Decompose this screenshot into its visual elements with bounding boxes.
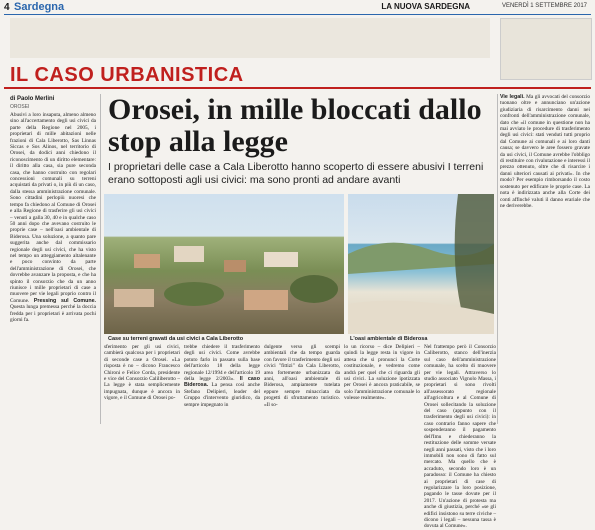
column-divider [497,94,498,424]
kicker-rule [4,87,591,89]
issue-date: VENERDÌ 1 SETTEMBRE 2017 [501,3,587,9]
column-divider [100,94,101,424]
newspaper-name: LA NUOVA SARDEGNA [381,2,470,11]
photo-biderosa [348,194,494,334]
headline: Orosei, in mille bloccati dallo stop alla legge [108,93,482,158]
subheading: Il caso Biderosa. [184,376,260,389]
article-column-3 [184,344,260,424]
article-column-4 [264,344,340,424]
top-banner-area [10,18,490,58]
dateline-place: OROSEI [10,104,30,110]
subheading: Pressing sul Comune. [33,297,96,304]
article-column-5 [344,344,420,424]
body-text: Nel frattempo però il Consorzio Caliberotto, stanco dell'inerzia sul caso dell'amministrazione comunale, ha scelto di muovere per vie legali. Attraverso lo studio associato Vignolo Massa, i proprietari si sono rivolti all'assessorato regionale all'agricoltura e al Comune di Orosei sollecitando la soluzione del caso (appunto con il trasferimento degli usi civici): in caso contrario fanno sapere che sospenderanno il pagamento dell'Imu e chiederanno la restituzione delle somme versate negli anni passati, visto che i loro immobili non sono di fatto sul mercato. Ma quello che è accaduto, secondo loro è un paradosso: il Comune ha chiesto ai proprietari di case di regolarizzare la loro posizione, pagando le tasse dovute per il 2017. Un'azione di protesta ma anche di giustizia, perché «se gli edifici insistono su terre civiche – dicono i legali – nessuna tassa è dovuta al Comune». [424,344,496,530]
body-text: Questa lunga premessa perché la doccia fredda per i proprietari è arrivata pochi giorni fa. [10,304,96,323]
photo-caption: L'oasi ambientale di Biderosa [350,336,428,342]
byline: di Paolo Merlini [10,96,55,102]
page-number: 4 [4,2,10,13]
body-text: trebbe chiedere il trasferimento degli usi civici. Come avrebbe potuto farlo in passato sulla base dell'articolo 18 della legge regionale 12/1994 e dell'articolo 19 della legge 2/2003». [184,344,260,383]
article-column-1 [10,112,96,424]
body-text: dulgente verso gli scempi ambientali che da tempo guarda con favore il trasferimento degli usi civici "fittizi" da Cala Liberotto, area fortemente urbanizzata da anni, all'oasi ambientale di Biderosa, ampiamente tutelata eppure sempre minacciata da progetti di sfruttamento turistico. «Il so- [264,344,340,408]
body-text: lo un ricorso – dice Delipieri – quindi la legge resta in vigore in attesa che si pronunci la Corte costituzionale, e vedremo come andrà per quel che ci riguarda gli usi civici. La soluzione ipotizzata per Orosei è ancora praticabile, se solo l'amministrazione comunale lo volesse realmente». [344,344,420,402]
subheadline: I proprietari delle case a Cala Liberotto hanno scoperto di essere abusivi I terreni erano sottoposti agli usi civici: ma sono pronti ad andare avanti [108,161,484,186]
section-kicker: IL CASO URBANISTICA [10,64,244,86]
body-text: La pensa così anche Stefano Delipieri, leader del Gruppo d'intervento giuridico, da sempre impegnato in [184,382,260,408]
article-column-7 [500,94,590,424]
article-column-6 [424,344,496,530]
subheading: Vie legali. [500,94,525,100]
body-text: sferimento per gli usi civici, cambierà qualcosa per i proprietari di seconde case a Orosei. «La risposta è no – dicono Francesco Chironi e Felice Corda, presidente e vice del Consorzio Caliliberotto – La legge è stata semplicemente impugnata, dunque è ancora in vigore, e il Comune di Orosei po- [104,344,180,402]
side-ad-area [500,18,592,80]
body-text: Abusivi a loro insaputa, almeno almeno sino all'accertamento degli usi civici da parte della Regione nel 2005, i proprietari di mille abitazioni nelle frazioni di Cala Liberotto, Sas Linnas Siccas e Sos Alinos, nel territorio di Orosei, da dodici anni chiedono il riconoscimento di un diritto elementare: il diritto alla casa, sia pure seconda casa, che hanno costruito con regolari concessioni comunali su terreni acquistati da privati o, in più di un caso, dalla stessa amministrazione comunale. Sono cittadini perlopiù nuoresi che tempo fa chiedono al Comune di Orosei e alla Regione di trasferire gli usi civici – venuti a galla 30, 40 e in qualche caso 50 anni dopo che avevano costruito le proprie case – nell'oasi ambientale di Biderosa. Una soluzione, a quanto pare suggerita anche dal commissario regionale degli usi civici, che ha visto nel tempo un atteggiamento altalenante e poco convinto da parte dell'amministrazione di Orosei, che dovrebbe avanzare la proposta, e che ha spinto il consorzio che da un anno riunisce i mille proprietari di case a muovere per vie legali proprio contro il Comune. [10,112,96,304]
section-name: Sardegna [14,1,65,13]
article-column-2 [104,344,180,424]
header-rule [4,14,591,15]
photo-caption: Case su terreni gravati da usi civici a Cala Liberotto [108,336,244,342]
body-text: Ma gli avvocati del consorzio tuonano oltre e annunciano un'azione giudiziaria di risarcimento danni nei confronti dell'amministrazione comunale, dato che «il comune in questione non ha mai avviato le procedure di trasferimento degli usi civici: stati venduti tutti proprio dal Comune ai comunali e ai loro danti causa; se davvero le aree fossero gravate da usi civici, il Comune avrebbe l'obbligo di restituire con rivalutazione e interessi il prezzo ottenuto, oltre che di risarcire i danni ulteriori causati ai privati». In che modo? Per esempio rimborsando il costo sostenuto per edificare le proprie case. La nota è indirizzata anche alla Corte dei conti affinché valuti il danno erariale che ne deriverebbe. [500,94,591,209]
photo-cala-liberotto [104,194,344,334]
